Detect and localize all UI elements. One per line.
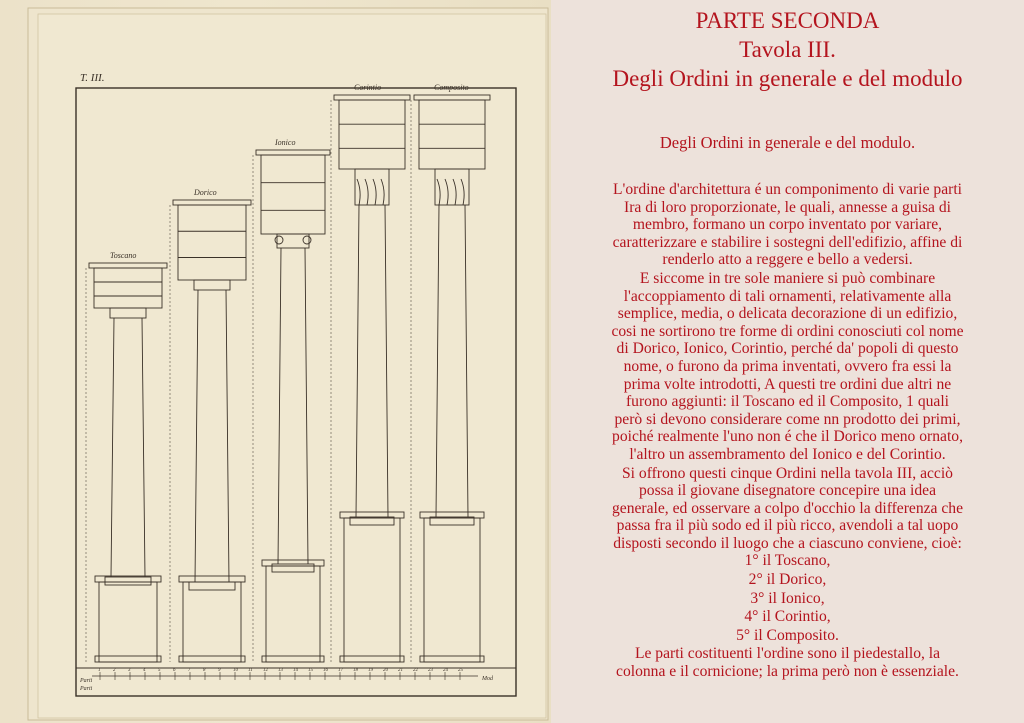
scale-tick-label: 24 — [443, 668, 448, 673]
body-line: passa fra il più sodo ed il più ricco, avendoli a tal uopo — [616, 517, 959, 535]
scale-tick-label: 4 — [143, 668, 146, 673]
scale-tick-label: 3 — [128, 668, 131, 673]
scale-tick-label: 23 — [428, 668, 433, 673]
body-line: L'ordine d'architettura é un componimento di varie parti — [613, 181, 962, 198]
part-heading: PARTE SECONDA — [695, 8, 880, 33]
scale-tick-label: 5 — [158, 668, 161, 673]
scale-tick-label: 17 — [338, 668, 343, 673]
scale-tick-label: 1 — [98, 668, 101, 673]
scale-tick-label: 25 — [458, 668, 463, 673]
scale-tick-label: 12 — [263, 668, 268, 673]
body-line: l'accoppiamento di tali ornamenti, relativamente alla — [623, 287, 952, 305]
scale-tick-label: 18 — [353, 668, 358, 673]
body-text — [551, 181, 1024, 681]
scale-label: Parti — [80, 686, 93, 692]
order-name: Composito — [434, 83, 469, 92]
body-line: colonna e il cornicione; la prima però non è essenziale. — [616, 663, 959, 681]
order-name: Dorico — [194, 188, 217, 197]
body-line: poiché realmente l'uno non é che il Dorico meno ornato, — [612, 428, 963, 446]
body-line: 5° il Composito. — [736, 626, 839, 644]
plate-number: T. III. — [80, 72, 105, 84]
scale-tick-label: 2 — [113, 668, 116, 673]
body-line: 1° il Toscano, — [744, 552, 831, 570]
page-header — [551, 6, 1024, 93]
body-line: l'altro un assembramento del Ionico e del Corintio. — [629, 445, 946, 463]
scale-tick-label: 20 — [383, 668, 388, 673]
scale-tick-label: 22 — [413, 668, 418, 673]
body-line: caratterizzare e stabilire i sostegni dell'edifizio, affine di — [612, 233, 963, 251]
body-line: possa il giovane disegnatore concepire una idea — [638, 482, 937, 500]
order-name: Corintio — [354, 83, 382, 92]
scale-label: Parti — [80, 678, 93, 684]
scale-tick-label: 21 — [398, 668, 403, 673]
scale-tick-label: 16 — [323, 668, 328, 673]
page-title: Degli Ordini in generale e del modulo — [612, 66, 963, 91]
body-line: Si offrono questi cinque Ordini nella tavola III, acciò — [622, 464, 953, 482]
scale-end-label: Mod — [482, 676, 493, 682]
body-line: furono aggiunti: il Toscano ed il Composito, 1 quali — [625, 393, 950, 411]
scale-tick-label: 7 — [188, 668, 191, 673]
body-line: renderlo atto a reggere e bello a vedersi. — [662, 251, 913, 269]
body-line: Ira di loro proporzionate, le quali, annesse a guisa di — [624, 198, 951, 216]
scale-tick-label: 13 — [278, 668, 283, 673]
order-name: Ionico — [275, 138, 296, 147]
body-line: cosi ne sortirono tre forme di ordini conosciuti col nome — [611, 322, 964, 340]
body-line: 2° il Dorico, — [748, 571, 827, 589]
section-subtitle: Degli Ordini in generale e del modulo. — [659, 133, 916, 152]
body-line: 4° il Corintio, — [744, 608, 831, 626]
body-line: prima volte introdotti, A questi tre ordini due altri ne — [623, 375, 952, 393]
scale-tick-label: 8 — [203, 668, 206, 673]
body-line: generale, ed osservare a colpo d'occhio la differenza che — [611, 499, 964, 517]
body-line: disposti secondo il luogo che a ciascuno conviene, cioè: — [613, 534, 962, 552]
scale-tick-label: 14 — [293, 668, 298, 673]
body-line: però si devono considerare come nn prodotto dei primi, — [614, 410, 961, 428]
scale-tick-label: 19 — [368, 668, 373, 673]
scale-tick-label: 11 — [248, 668, 253, 673]
body-line: membro, formano un corpo inventato por variare, — [632, 216, 943, 234]
scale-tick-label: 15 — [308, 668, 313, 673]
text-page — [551, 0, 1024, 723]
body-line: di Dorico, Ionico, Corintio, perché da' popoli di questo — [616, 340, 959, 358]
body-line: E siccome in tre sole maniere si può combinare — [639, 269, 936, 287]
body-line: semplice, media, o delicata decorazione di un edifizio, — [617, 305, 958, 323]
scale-tick-label: 10 — [233, 668, 238, 673]
order-name: Toscano — [110, 251, 137, 260]
body-line: 3° il Ionico, — [750, 589, 825, 607]
body-line: nome, o furono da prima inventati, ovvero fra essi la — [623, 357, 952, 375]
body-line: Le parti costituenti l'ordine sono il piedestallo, la — [634, 645, 941, 663]
scale-tick-label: 6 — [173, 668, 176, 673]
table-heading: Tavola III. — [739, 37, 836, 62]
scale-tick-label: 9 — [218, 668, 221, 673]
